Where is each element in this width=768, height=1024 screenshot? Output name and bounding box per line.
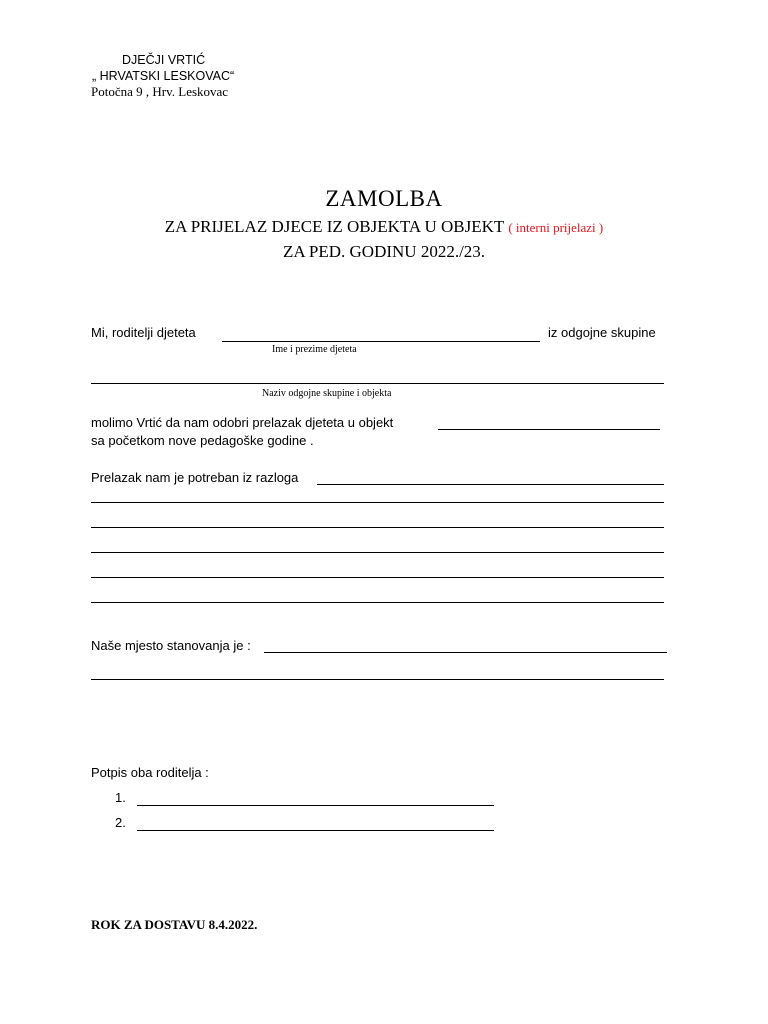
school-year: ZA PED. GODINU 2022./23. <box>282 242 486 261</box>
signature-field-2[interactable] <box>137 830 494 831</box>
signature-field-1[interactable] <box>137 805 494 806</box>
kindergarten-address: Potočna 9 , Hrv. Leskovac <box>91 84 229 99</box>
document-subtitle: ZA PRIJELAZ DJECE IZ OBJEKTA U OBJEKT <box>164 217 505 236</box>
reason-field-line-6[interactable] <box>91 602 664 603</box>
request-text: molimo Vrtić da nam odobri prelazak djeteta u objekt <box>91 415 394 430</box>
residence-field-line-2[interactable] <box>91 679 664 680</box>
document-subtitle-row <box>0 217 768 237</box>
reason-field-line-2[interactable] <box>91 502 664 503</box>
deadline-text: ROK ZA DOSTAVU 8.4.2022. <box>91 917 258 932</box>
residence-field-line-1[interactable] <box>264 652 667 653</box>
group-hint: Naziv odgojne skupine i objekta <box>262 388 392 399</box>
group-label: iz odgojne skupine <box>548 325 656 340</box>
signature-number-2: 2. <box>115 815 126 830</box>
kindergarten-subname: „ HRVATSKI LESKOVAC“ <box>92 69 235 83</box>
residence-label: Naše mjesto stanovanja je : <box>91 638 251 653</box>
start-text: sa početkom nove pedagoške godine . <box>91 433 314 448</box>
signature-label: Potpis oba roditelja : <box>91 765 209 780</box>
reason-field-line-4[interactable] <box>91 552 664 553</box>
signature-number-1: 1. <box>115 790 126 805</box>
target-building-field[interactable] <box>438 429 660 430</box>
parents-intro-label: Mi, roditelji djeteta <box>91 325 196 340</box>
reason-field-line-3[interactable] <box>91 527 664 528</box>
reason-field-line-1[interactable] <box>317 484 664 485</box>
child-name-field[interactable] <box>222 341 540 342</box>
reason-field-line-5[interactable] <box>91 577 664 578</box>
subtitle-note: ( interni prijelazi ) <box>508 220 604 235</box>
child-name-hint: Ime i prezime djeteta <box>272 344 357 355</box>
kindergarten-name: DJEČJI VRTIĆ <box>122 53 206 67</box>
reason-label: Prelazak nam je potreban iz razloga <box>91 470 299 485</box>
document-title: ZAMOLBA <box>325 186 443 211</box>
group-field[interactable] <box>91 383 664 384</box>
